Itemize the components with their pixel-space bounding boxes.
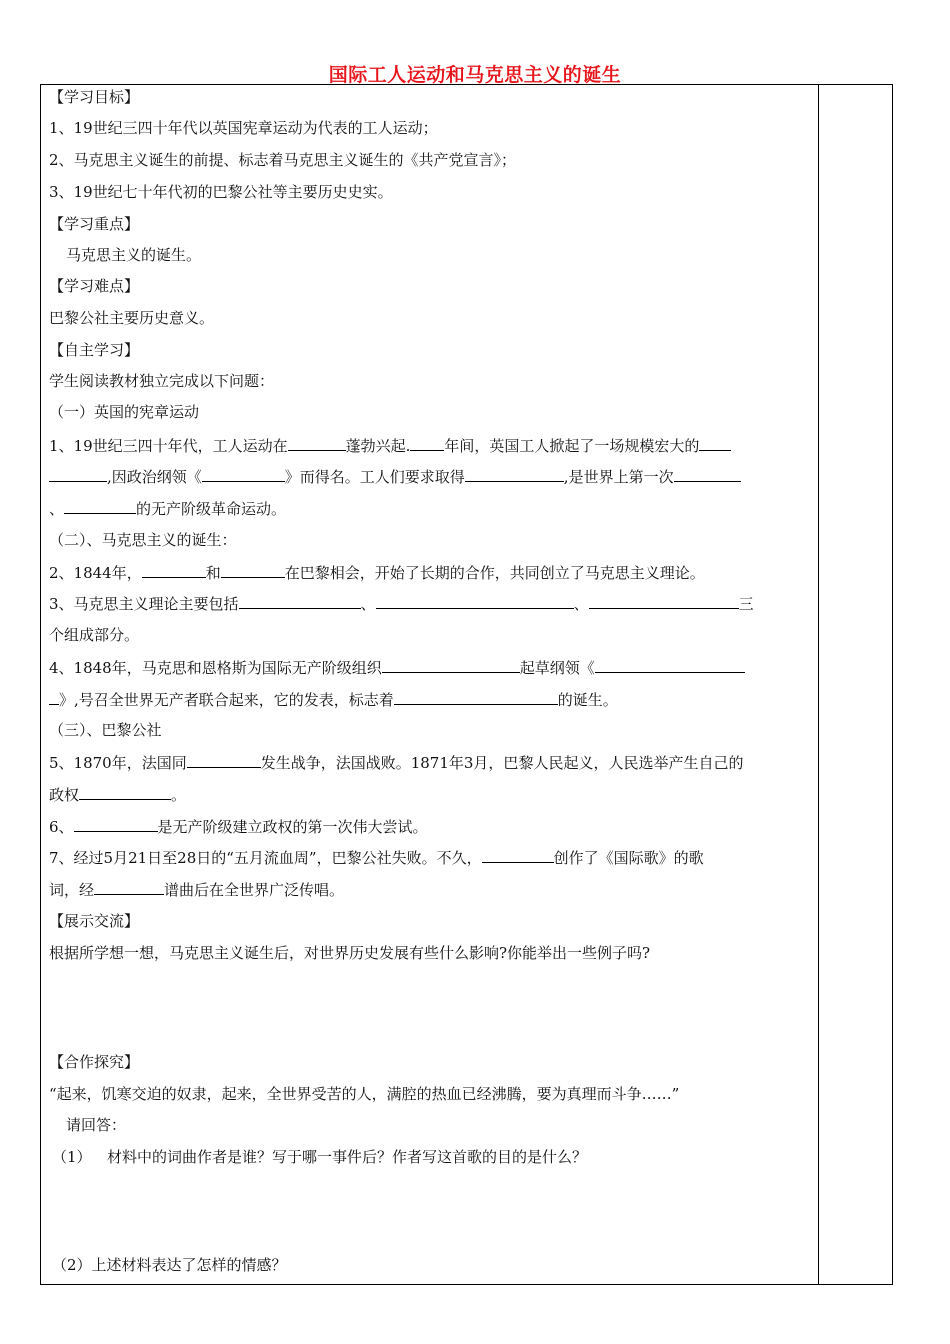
question-3-text-b: 、: [360, 595, 376, 613]
answer-blank[interactable]: [221, 563, 285, 578]
answer-blank[interactable]: [49, 467, 107, 482]
subsection-chartism: （一）英国的宪章运动: [49, 403, 200, 421]
key-point-text: 马克思主义的诞生。: [66, 246, 202, 264]
section-heading-goals: 【学习目标】: [49, 88, 140, 106]
answer-blank[interactable]: [376, 594, 574, 609]
answer-blank[interactable]: [49, 690, 59, 705]
question-6-text-a: 6、: [49, 818, 74, 836]
answer-blank[interactable]: [674, 467, 741, 482]
answer-blank[interactable]: [94, 880, 164, 895]
question-3-text-a: 3、马克思主义理论主要包括: [49, 595, 239, 613]
answer-blank[interactable]: [410, 436, 444, 451]
table-frame: [40, 84, 893, 1285]
question-7-text-b: 创作了《国际歌》的歌: [553, 849, 704, 867]
question-4-line-1: [49, 658, 745, 677]
question-5-line-1: [49, 753, 743, 772]
question-4-text-a: 4、1848年，马克思和恩格斯为国际无产阶级组织: [49, 659, 382, 677]
answer-blank[interactable]: [482, 848, 554, 863]
answer-blank[interactable]: [595, 658, 745, 673]
section-heading-showcase: 【展示交流】: [49, 912, 140, 930]
question-5-line-2: [49, 785, 186, 804]
section-heading-key-point: 【学习重点】: [49, 215, 140, 233]
question-7-text-c: 词，经: [49, 881, 95, 899]
question-3-line-1: [49, 594, 754, 613]
goal-item-1: 1、19世纪三四十年代以英国宪章运动为代表的工人运动；: [49, 119, 438, 137]
question-5-text-c: 政权: [49, 786, 80, 804]
question-3-text-c: 、: [573, 595, 589, 613]
question-1-line-2: [49, 467, 741, 486]
question-1-text-d: ,因政治纲领《: [107, 468, 202, 486]
answer-blank[interactable]: [187, 753, 261, 768]
showcase-question: 根据所学想一想，马克思主义诞生后，对世界历史发展有些什么影响?你能举出一些例子吗?: [49, 944, 651, 962]
sub-question-1-number: （1）: [52, 1148, 92, 1166]
question-1-text-e: 》而得名。工人们要求取得: [284, 468, 465, 486]
answer-blank[interactable]: [699, 436, 731, 451]
question-1-text-c: 年间，英国工人掀起了一场规模宏大的: [444, 437, 700, 455]
answer-blank[interactable]: [382, 658, 520, 673]
page-title: 国际工人运动和马克思主义的诞生: [328, 64, 622, 86]
sub-question-2: （2）上述材料表达了怎样的情感？: [52, 1256, 287, 1274]
self-study-intro: 学生阅读教材独立完成以下问题：: [49, 372, 275, 390]
answer-prompt: 请回答：: [66, 1116, 127, 1134]
lyric-quote: “起来，饥寒交迫的奴隶，起来，全世界受苦的人，满腔的热血已经沸腾，要为真理而斗争……”: [49, 1085, 680, 1103]
question-1-text-h: 的无产阶级革命运动。: [136, 500, 287, 518]
section-heading-cooperative: 【合作探究】: [49, 1053, 140, 1071]
question-1-text-g: 、: [49, 500, 65, 518]
difficulty-text: 巴黎公社主要历史意义。: [49, 309, 215, 327]
goal-item-2: 2、马克思主义诞生的前提、标志着马克思主义诞生的《共产党宣言》；: [49, 151, 517, 169]
question-3-line-2: 个组成部分。: [49, 626, 140, 644]
answer-blank[interactable]: [465, 467, 564, 482]
question-7-text-d: 谱曲后在全世界广泛传唱。: [164, 881, 345, 899]
answer-blank[interactable]: [142, 563, 206, 578]
question-2: [49, 563, 705, 582]
question-2-text-b: 和: [205, 564, 221, 582]
question-4-text-b: 起草纲领《: [519, 659, 595, 677]
subsection-paris-commune: （三）、巴黎公社: [49, 721, 162, 739]
question-1-line-1: [49, 436, 731, 455]
question-3-text-d: 三: [738, 595, 754, 613]
question-4-text-d: 的诞生。: [557, 691, 618, 709]
question-7-text-a: 7、经过5月21日至28日的“五月流血周”，巴黎公社失败。不久，: [49, 849, 482, 867]
section-heading-difficulty: 【学习难点】: [49, 277, 140, 295]
question-5-text-d: 。: [171, 786, 187, 804]
question-2-text-a: 2、1844年，: [49, 564, 142, 582]
answer-blank[interactable]: [202, 467, 285, 482]
question-4-text-c: 》,号召全世界无产者联合起来，它的发表，标志着: [59, 691, 394, 709]
question-1-text-f: ,是世界上第一次: [563, 468, 674, 486]
column-divider: [818, 84, 819, 1285]
question-5-text-a: 5、1870年，法国同: [49, 754, 187, 772]
subsection-marxism: （二）、马克思主义的诞生：: [49, 531, 237, 549]
question-4-line-2: [49, 690, 618, 709]
question-6: [49, 817, 428, 836]
question-1-text-a: 1、19世纪三四十年代，工人运动在: [49, 437, 288, 455]
goal-item-3: 3、19世纪七十年代初的巴黎公社等主要历史史实。: [49, 183, 393, 201]
question-7-line-1: [49, 848, 704, 867]
question-2-text-c: 在巴黎相会，开始了长期的合作，共同创立了马克思主义理论。: [284, 564, 705, 582]
answer-blank[interactable]: [79, 785, 171, 800]
answer-blank[interactable]: [394, 690, 558, 705]
question-6-text-b: 是无产阶级建立政权的第一次伟大尝试。: [157, 818, 428, 836]
question-7-line-2: [49, 880, 344, 899]
question-1-line-3: [49, 499, 286, 518]
answer-blank[interactable]: [288, 436, 346, 451]
answer-blank[interactable]: [239, 594, 361, 609]
answer-blank[interactable]: [589, 594, 739, 609]
question-1-text-b: 蓬勃兴起.: [345, 437, 411, 455]
answer-blank[interactable]: [64, 499, 136, 514]
answer-blank[interactable]: [74, 817, 158, 832]
sub-question-1-text: 材料中的词曲作者是谁？写于哪一事件后？作者写这首歌的目的是什么？: [107, 1148, 588, 1166]
question-5-text-b: 发生战争，法国战败。1871年3月，巴黎人民起义，人民选举产生自己的: [260, 754, 744, 772]
section-heading-self-study: 【自主学习】: [49, 341, 140, 359]
